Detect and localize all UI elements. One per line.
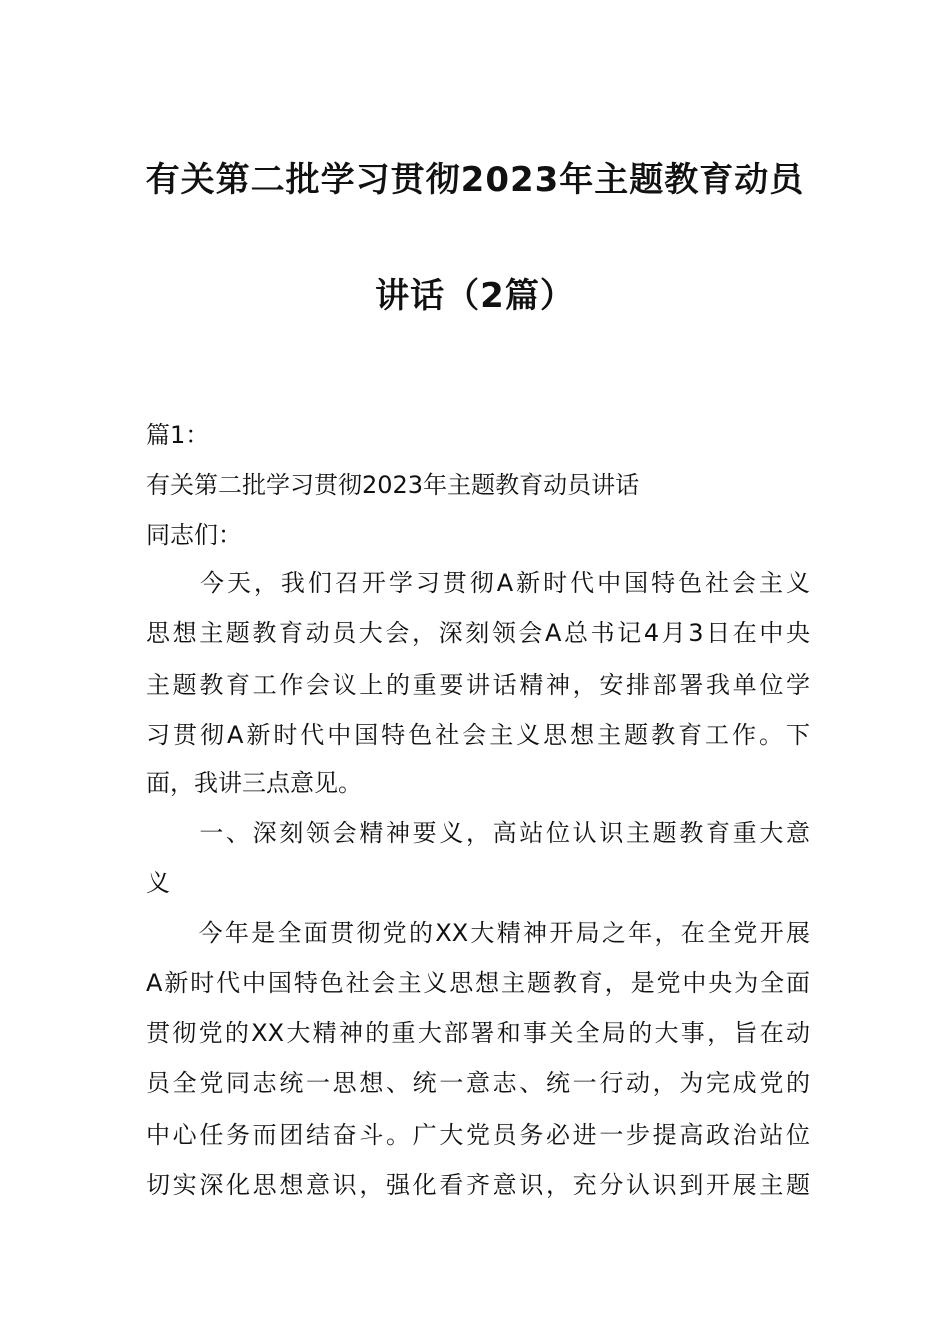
speech-subtitle: 有关第二批学习贯彻2023年主题教育动员讲话 [146, 471, 640, 499]
body-line: 习贯彻A新时代中国特色社会主义思想主题教育工作。下 [146, 721, 810, 749]
body-line: 中心任务而团结奋斗。广大党员务必进一步提高政治站位 [146, 1121, 810, 1149]
body-line: 切实深化思想意识，强化看齐意识，充分认识到开展主题 [146, 1171, 810, 1199]
body-line: 贯彻党的XX大精神的重大部署和事关全局的大事，旨在动 [146, 1019, 810, 1047]
body-line: 今年是全面贯彻党的XX大精神开局之年，在全党开展 [146, 919, 810, 947]
body-line: 面，我讲三点意见。 [146, 769, 362, 797]
body-line: 主题教育工作会议上的重要讲话精神，安排部署我单位学 [146, 671, 810, 699]
section-label: 篇1： [146, 421, 210, 449]
document-title-line-1: 有关第二批学习贯彻2023年主题教育动员 [145, 160, 805, 200]
body-line: 思想主题教育动员大会，深刻领会A总书记4月3日在中央 [146, 619, 810, 647]
body-line: A新时代中国特色社会主义思想主题教育，是党中央为全面 [146, 969, 810, 997]
salutation: 同志们： [146, 521, 242, 549]
document-title-line-2: 讲话（2篇） [375, 276, 575, 316]
section-heading-continued: 义 [146, 869, 170, 897]
body-line: 今天，我们召开学习贯彻A新时代中国特色社会主义 [146, 569, 810, 597]
section-heading: 一、深刻领会精神要义，高站位认识主题教育重大意 [146, 819, 810, 847]
body-line: 员全党同志统一思想、统一意志、统一行动，为完成党的 [146, 1069, 810, 1097]
